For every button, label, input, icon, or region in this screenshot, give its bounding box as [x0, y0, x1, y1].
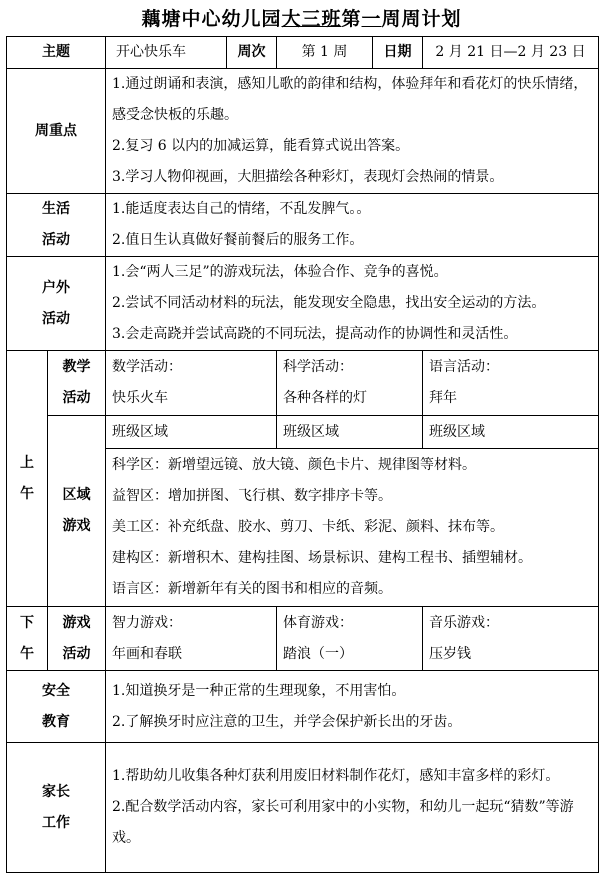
safety-label-line2: 教育	[42, 713, 70, 730]
title-week-number: 一	[361, 8, 382, 30]
parents-label-line1: 家长	[42, 783, 70, 800]
outdoor-item: 1.会“两人三足”的游戏玩法，体验合作、竞争的喜悦。	[112, 264, 448, 280]
weekly-focus-label: 周重点	[7, 69, 106, 194]
activity-name: 拜年	[429, 390, 457, 406]
weekly-plan-table	[6, 36, 599, 873]
weekly-focus-row	[7, 69, 599, 194]
parents-label	[7, 743, 106, 873]
week-label: 周次	[227, 37, 277, 69]
afternoon-label	[7, 607, 48, 671]
life-item: 1.能适度表达自己的情绪，不乱发脾气。。	[112, 201, 371, 217]
life-label	[7, 194, 106, 257]
outdoor-label	[7, 257, 106, 351]
activity-name: 快乐火车	[112, 390, 168, 406]
afternoon-row	[7, 607, 599, 671]
theme-label: 主题	[7, 37, 106, 69]
area-cell: 班级区域	[106, 416, 277, 449]
safety-label	[7, 671, 106, 743]
safety-content	[106, 671, 599, 743]
title-suffix: 周周计划	[381, 8, 462, 30]
title-class: 大三班	[281, 8, 342, 30]
theme-value: 开心快乐车	[106, 37, 227, 69]
area-label	[48, 416, 106, 607]
safety-row	[7, 671, 599, 743]
weekly-focus-item: 1.通过朗诵和表演，感知儿歌的韵律和结构，体验拜年和看花灯的快乐情绪，感受念快板的乐趣。	[112, 76, 588, 123]
afternoon-label-line2: 午	[20, 645, 34, 662]
parents-item: 1.帮助幼儿收集各种灯获利用废旧材料制作花灯，感知丰富多样的彩灯。	[112, 768, 560, 784]
safety-item: 2.了解换牙时应注意的卫生，并学会保护新长出的牙齿。	[112, 713, 462, 730]
life-content	[106, 194, 599, 257]
teaching-row	[7, 351, 599, 416]
activity-name: 压岁钱	[429, 645, 471, 662]
weekly-focus-item: 2.复习 6 以内的加减运算，能看算式说出答案。	[112, 138, 410, 154]
page-title	[0, 4, 603, 31]
area-item: 益智区：增加拼图、飞行棋、数字排序卡等。	[112, 488, 392, 504]
parents-content	[106, 743, 599, 873]
area-label-line2: 游戏	[62, 518, 91, 534]
activity-type: 科学活动：	[283, 359, 353, 375]
activity-name: 踏浪（一）	[283, 645, 353, 662]
morning-label-line2: 午	[20, 485, 34, 502]
life-item: 2.值日生认真做好餐前餐后的服务工作。	[112, 232, 364, 248]
title-prefix: 藕塘中心幼儿园	[141, 8, 282, 30]
life-label-line1: 生活	[42, 201, 70, 217]
activity-type: 语言活动：	[429, 359, 499, 375]
teaching-label	[48, 351, 106, 416]
outdoor-label-line1: 户外	[42, 279, 70, 296]
teaching-activity	[106, 351, 277, 416]
game-activity	[423, 607, 599, 671]
area-item: 美工区：补充纸盘、胶水、剪刀、卡纸、彩泥、颜料、抹布等。	[112, 519, 504, 535]
week-value: 第 1 周	[277, 37, 373, 69]
outdoor-item: 2.尝试不同活动材料的玩法，能发现安全隐患，找出安全运动的方法。	[112, 295, 546, 311]
parents-label-line2: 工作	[42, 814, 70, 831]
activity-name: 年画和春联	[112, 645, 182, 662]
teaching-label-line2: 活动	[62, 390, 91, 406]
life-row	[7, 194, 599, 257]
activity-type: 数学活动：	[112, 359, 182, 375]
date-value: 2 月 21 日—2 月 23 日	[423, 37, 599, 69]
outdoor-row	[7, 257, 599, 351]
area-cell: 班级区域	[277, 416, 423, 449]
area-label-line1: 区域	[62, 487, 91, 503]
activity-name: 各种各样的灯	[283, 390, 367, 406]
outdoor-label-line2: 活动	[42, 310, 70, 327]
weekly-focus-content	[106, 69, 599, 194]
date-label: 日期	[373, 37, 423, 69]
area-item: 科学区：新增望远镜、放大镜、颜色卡片、规律图等材料。	[112, 457, 476, 473]
safety-label-line1: 安全	[42, 682, 70, 699]
outdoor-item: 3.会走高跷并尝试高跷的不同玩法，提高动作的协调性和灵活性。	[112, 326, 518, 342]
header-row	[7, 37, 599, 69]
morning-label-line1: 上	[20, 454, 34, 471]
outdoor-content	[106, 257, 599, 351]
game-label	[48, 607, 106, 671]
area-item: 建构区：新增积木、建构挂图、场景标识、建构工程书、插塑辅材。	[112, 550, 532, 566]
life-label-line2: 活动	[42, 232, 70, 248]
teaching-label-line1: 教学	[62, 359, 91, 375]
area-cell: 班级区域	[423, 416, 599, 449]
teaching-activity	[277, 351, 423, 416]
parents-row	[7, 743, 599, 873]
activity-type: 智力游戏：	[112, 614, 182, 631]
game-activity	[106, 607, 277, 671]
area-item: 语言区：新增新年有关的图书和相应的音频。	[112, 581, 392, 597]
afternoon-label-line1: 下	[20, 614, 34, 631]
weekly-focus-item: 3.学习人物仰视画，大胆描绘各种彩灯，表现灯会热闹的情景。	[112, 169, 504, 185]
activity-type: 音乐游戏：	[429, 614, 499, 631]
game-label-line1: 游戏	[62, 614, 91, 631]
area-content	[106, 449, 599, 607]
game-activity	[277, 607, 423, 671]
safety-item: 1.知道换牙是一种正常的生理现象，不用害怕。	[112, 682, 406, 699]
morning-label	[7, 351, 48, 607]
title-middle: 第	[341, 8, 362, 30]
teaching-activity	[423, 351, 599, 416]
area-cells-row	[7, 416, 599, 449]
activity-type: 体育游戏：	[283, 614, 353, 631]
parents-item: 2.配合数学活动内容，家长可利用家中的小实物，和幼儿一起玩“猜数”等游戏。	[112, 799, 574, 846]
game-label-line2: 活动	[62, 645, 91, 662]
